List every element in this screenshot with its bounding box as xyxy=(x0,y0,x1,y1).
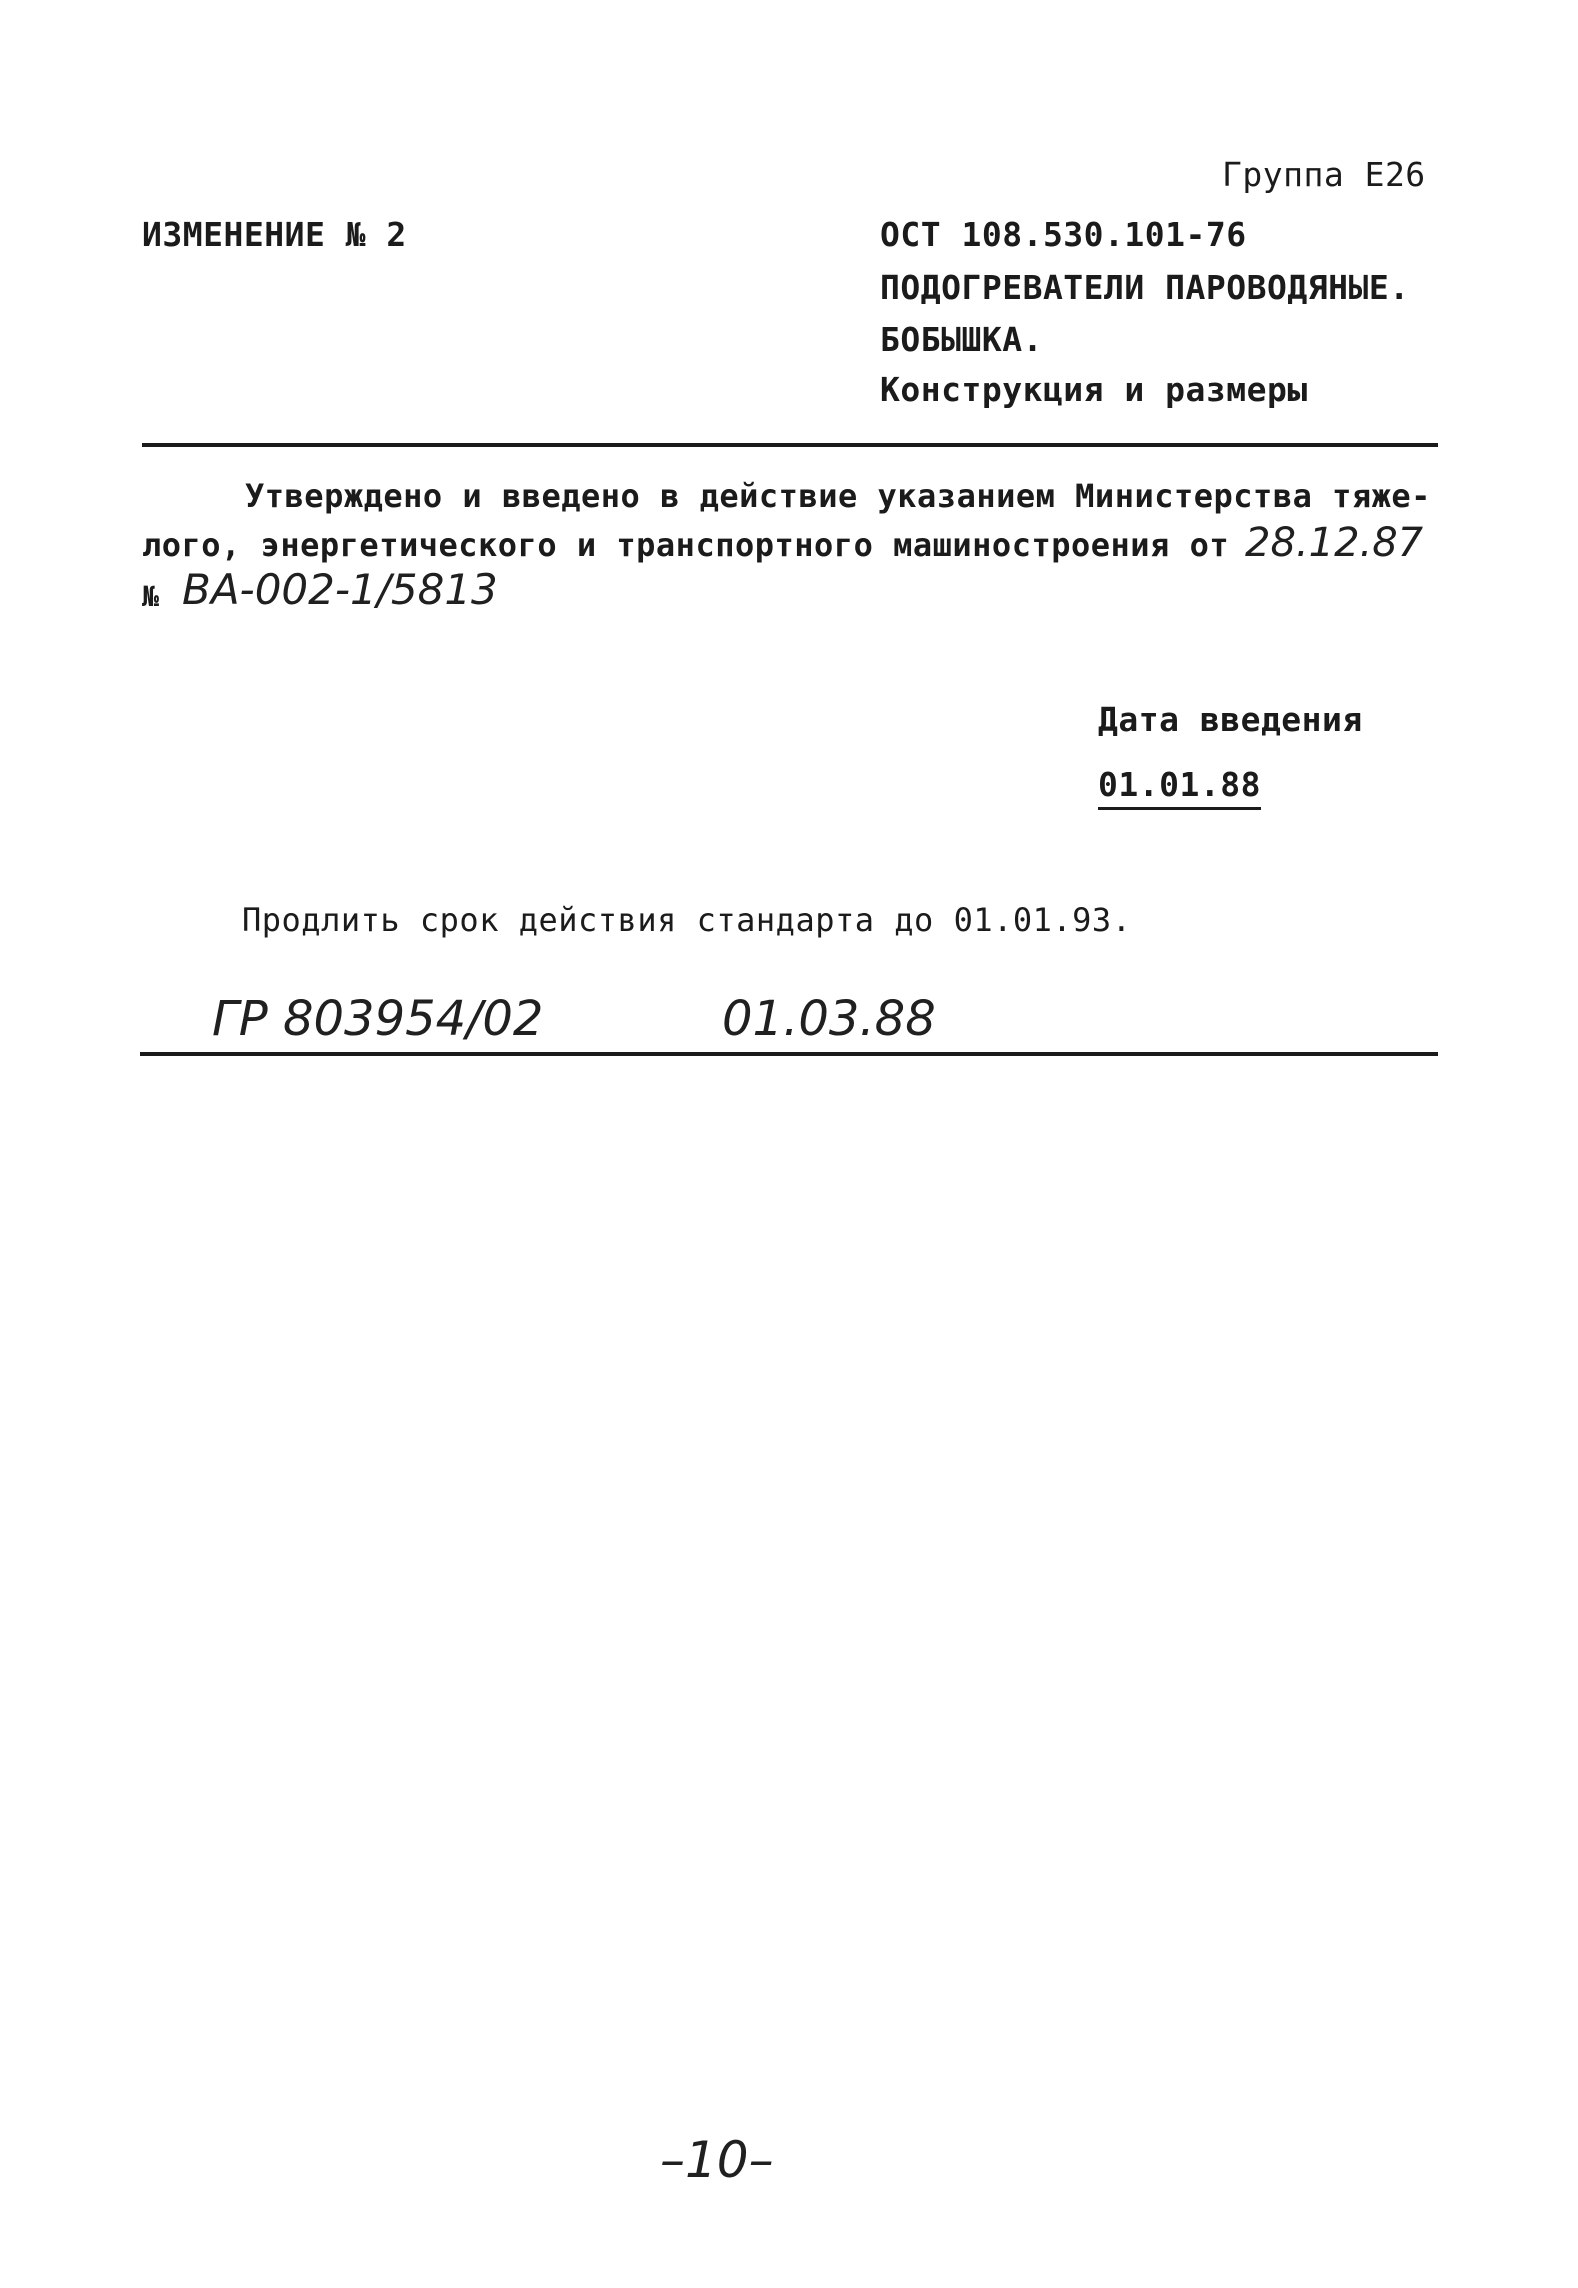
page-number-handwritten: –10– xyxy=(660,2131,774,2189)
header-divider xyxy=(142,443,1438,447)
group-label: Группа Е26 xyxy=(1222,155,1426,194)
standard-title-line1: ПОДОГРЕВАТЕЛИ ПАРОВОДЯНЫЕ. xyxy=(880,268,1410,307)
approval-date-handwritten: 28.12.87 xyxy=(1245,520,1424,566)
approval-number-prefix: № xyxy=(142,580,160,613)
approval-line2: лого, энергетического и транспортного машиностроения от xyxy=(142,526,1230,564)
registration-date-handwritten: 01.03.88 xyxy=(722,991,936,1047)
approval-line1: Утверждено и введено в действие указанием Министерства тяже- xyxy=(245,477,1431,515)
approval-number-handwritten: ВА-002-1/5813 xyxy=(182,565,498,614)
change-number: ИЗМЕНЕНИЕ № 2 xyxy=(142,215,407,254)
standard-title-line2: БОБЫШКА. xyxy=(880,320,1043,359)
registration-number-handwritten: ГР 803954/02 xyxy=(212,991,544,1047)
intro-date-label: Дата введения xyxy=(1098,700,1363,739)
extension-text: Продлить срок действия стандарта до 01.01.93. xyxy=(242,901,1132,939)
registration-divider xyxy=(140,1052,1438,1056)
standard-code: ОСТ 108.530.101-76 xyxy=(880,215,1247,254)
standard-title-line3: Конструкция и размеры xyxy=(880,370,1308,409)
intro-date-value: 01.01.88 xyxy=(1098,765,1261,810)
